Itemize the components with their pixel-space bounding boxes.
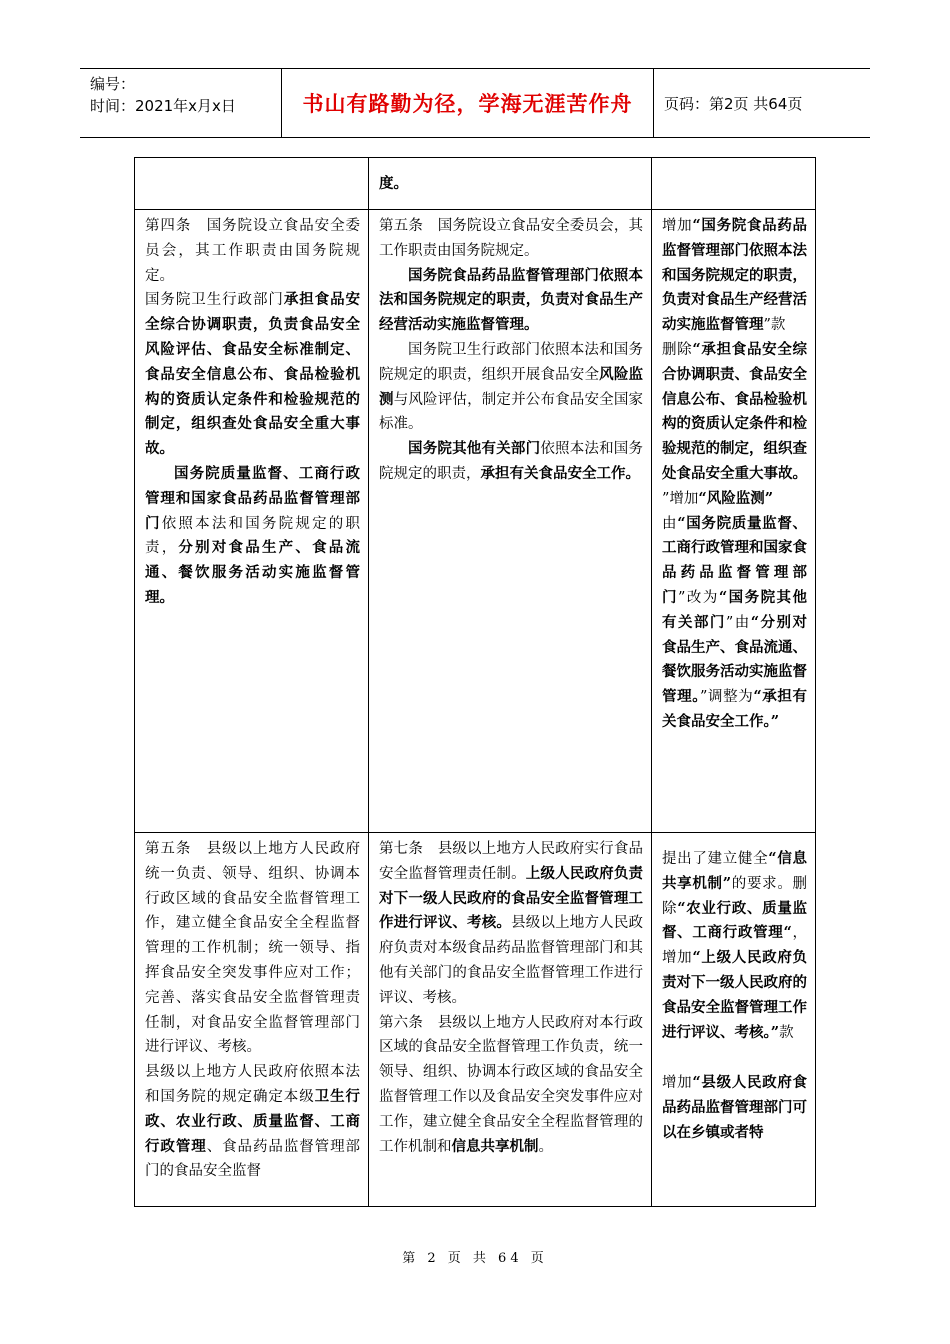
text-run: 县级以上地方人民政府负责对本级食品药品监督管理部门和其他有关部门的食品安全监督管理工作进行评议、考核。 (379, 915, 644, 1006)
row1-change-note (652, 210, 815, 832)
text-run: ，增加 (662, 925, 807, 967)
text-run: 第四条 国务院设立食品安全委员会，其工作职责由国务院规定。 (145, 218, 360, 284)
bold-text-run: “分别对食品生产、食品流通、餐饮服务活动实施监督管理。 (662, 613, 808, 706)
bold-text-run: “国务院质量监督、工商行政管理和国家食品药品监督管理部门 (662, 514, 807, 606)
bold-text-run: 风险监测 (379, 365, 644, 408)
text-run: 国务院卫生行政部门 (145, 292, 284, 309)
row1-revised-text (369, 210, 651, 832)
bold-text-run: 分别对食品生产、食品流通、餐饮服务活动实施监督管理。 (145, 539, 361, 606)
bold-text-run: 承担有关食品安全工作。 (480, 464, 640, 482)
cell-paragraph (379, 172, 643, 197)
bold-text-run: “农业行政、质量监督、工商行政管理“ (662, 899, 807, 942)
row0-revised-text (369, 158, 651, 209)
bold-text-run: 卫生行政、农业行政、质量监督、工商行政管理 (145, 1087, 361, 1155)
bold-text-run: 国务院质量监督、工商行政管理和国家食品药品监督管理部门 (145, 464, 360, 532)
cell-paragraph (379, 214, 643, 264)
text-run: 第五条 国务院设立食品安全委员会，其工作职责由国务院规定。 (379, 218, 643, 259)
text-run: 删除 (662, 341, 693, 358)
cell-paragraph (145, 837, 360, 1060)
text-run: 与风险评估，制定并公布食品安全国家标准。 (379, 391, 644, 433)
cell-paragraph (145, 462, 360, 611)
comparison-table (134, 157, 816, 1207)
text-run: 依照本法和国务院规定的职责， (145, 515, 361, 557)
text-run: 国务院卫生行政部门依照本法和国务院规定的职责，组织开展食品安全 (379, 341, 643, 383)
row2-change-note (652, 833, 815, 1206)
text-run: ”增加 (662, 490, 699, 507)
text-run: 由 (662, 515, 678, 532)
header-motto: 书山有路勤为径，学海无涯苦作舟 (302, 92, 633, 116)
text-run: 第五条 县级以上地方人民政府统一负责、领导、组织、协调本行政区域的食品安全监督管理工作，建立健全食品安全全程监督管理的工作机制；统一领导、指挥食品安全突发事件应对工作；完善、落实食品安全监督管理责任制，对食品安全监督管理部门进行评议、考核。 (145, 841, 360, 1056)
page-header (80, 68, 870, 138)
bold-text-run: “上级人民政府负责对下一级人民政府的食品安全监督管理工作进行评议、考核。” (662, 949, 808, 1041)
text-run: 县级以上地方人民政府依照本法和国务院的规定确定本级 (145, 1064, 360, 1105)
document-number-label: 编号： (90, 75, 136, 93)
cell-paragraph (145, 1060, 360, 1184)
text-run: 的要求。删除 (662, 875, 807, 917)
cell-paragraph (379, 437, 643, 487)
bold-text-run: 国务院食品药品监督管理部门依照本法和国务院规定的职责，负责对食品生产经营活动实施监督管理。 (379, 266, 643, 334)
text-run: 第七条 县级以上地方人民政府实行食品安全监督管理责任制。 (379, 841, 643, 882)
bold-text-run: 度。 (379, 175, 408, 192)
header-meta (90, 73, 236, 117)
text-run: 款 (779, 1024, 794, 1041)
row0-change-note (652, 158, 815, 209)
cell-paragraph (379, 264, 643, 338)
text-run: ”款 (763, 317, 786, 334)
cell-paragraph (662, 847, 807, 1045)
cell-paragraph (662, 338, 807, 487)
cell-paragraph (662, 214, 807, 338)
bold-text-run: 上级人民政府负责对下一级人民政府的食品安全监督管理工作进行评议、考核。 (379, 864, 644, 932)
text-run: ”改为 (677, 589, 719, 606)
cell-paragraph (145, 288, 360, 462)
cell-paragraph (662, 487, 807, 512)
row2-original-text (135, 833, 368, 1206)
cell-paragraph (145, 214, 360, 288)
bold-text-run: 信息共享机制 (451, 1137, 539, 1155)
bold-text-run: “国务院食品药品监督管理部门依照本法和国务院规定的职责，负责对食品生产经营活动实施监督管理 (662, 217, 808, 334)
page-footer: 第 2 页 共 64 页 (402, 1251, 548, 1266)
text-run: ”由 (725, 614, 751, 631)
header-page-number: 页码：第2页 共64页 (664, 94, 803, 113)
row2-revised-text (369, 833, 651, 1206)
bold-text-run: “承担食品安全综合协调职责、食品安全信息公布、食品检验机构的资质认定条件和检验规范的制定，组织查处食品安全重大事故。 (662, 340, 808, 482)
text-run: ”调整为 (700, 689, 754, 706)
text-run: 增加 (662, 1075, 693, 1092)
text-run: 。 (538, 1138, 553, 1155)
text-run: 第六条 县级以上地方人民政府对本行政区域的食品安全监督管理工作负责，统一领导、组织、协调本行政区域的食品安全监督管理工作以及食品安全突发事件应对工作，建立健全食品安全全程监督管理的工作机制和 (379, 1014, 643, 1155)
cell-paragraph (662, 1071, 807, 1145)
cell-paragraph (379, 1011, 643, 1160)
header-divider (653, 69, 654, 137)
bold-text-run: “承担有关食品安全工作。” (662, 688, 807, 730)
bold-text-run: 承担食品安全综合协调职责，负责食品安全风险评估、食品安全标准制定、食品安全信息公布、食品检验机构的资质认定条件和检验规范的制定，组织查处食品安全重大事故。 (145, 291, 361, 458)
bold-text-run: “信息共享机制” (662, 850, 808, 892)
row1-original-text (135, 210, 368, 832)
bold-text-run: “县级人民政府食品药品监督管理部门可以在乡镇或者特 (662, 1074, 808, 1141)
document-date-label: 时间：2021年x月x日 (90, 97, 236, 115)
text-run: 、食品药品监督管理部门的食品安全监督 (145, 1138, 361, 1180)
bold-text-run: “国务院其他有关部门 (662, 588, 808, 631)
cell-paragraph (379, 338, 643, 437)
text-run: 提出了建立健全 (662, 851, 769, 867)
row0-original-text (135, 158, 368, 209)
cell-paragraph (379, 837, 643, 1011)
text-run: 依照本法和国务院规定的职责， (379, 441, 644, 482)
bold-text-run: “风险监测” (698, 489, 774, 507)
bold-text-run: 国务院其他有关部门 (408, 440, 541, 458)
text-run: 增加 (662, 218, 693, 234)
cell-paragraph (662, 512, 807, 735)
